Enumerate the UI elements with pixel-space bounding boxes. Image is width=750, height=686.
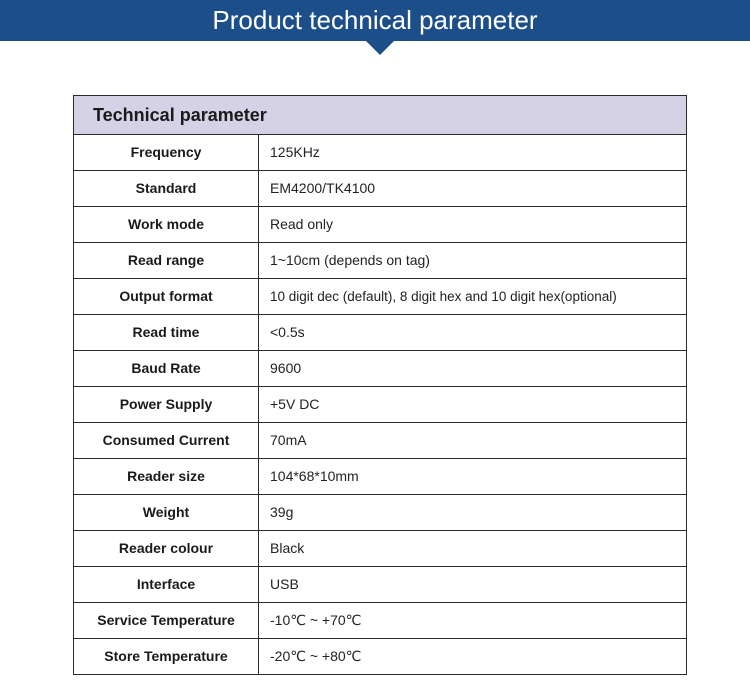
table-row (74, 279, 686, 315)
row-value: +5V DC (270, 396, 320, 412)
spec-table (73, 95, 687, 675)
row-label: Power Supply (74, 387, 259, 422)
table-row (74, 135, 686, 171)
row-value: USB (270, 576, 299, 592)
row-value: 10 digit dec (default), 8 digit hex and 10 digit hex(optional) (270, 289, 617, 304)
row-label: Reader size (74, 459, 259, 494)
table-row (74, 387, 686, 423)
row-value: EM4200/TK4100 (270, 180, 376, 196)
row-label: Frequency (74, 135, 259, 170)
row-label: Work mode (74, 207, 259, 242)
table-row (74, 531, 686, 567)
row-label: Weight (74, 495, 259, 530)
row-label: Read range (74, 243, 259, 278)
row-value: Read only (270, 216, 334, 232)
row-value: -10℃ ~ +70℃ (270, 612, 362, 628)
row-label: Reader colour (74, 531, 259, 566)
table-row (74, 639, 686, 674)
table-header: Technical parameter (74, 96, 686, 135)
table-row (74, 423, 686, 459)
table-row (74, 459, 686, 495)
table-row (74, 207, 686, 243)
table-row (74, 495, 686, 531)
table-row (74, 567, 686, 603)
row-label: Output format (74, 279, 259, 314)
table-row (74, 315, 686, 351)
page-title: Product technical parameter (212, 5, 538, 35)
row-label: Standard (74, 171, 259, 206)
row-label: Consumed Current (74, 423, 259, 458)
row-value: <0.5s (270, 324, 305, 340)
row-label: Service Temperature (74, 603, 259, 638)
row-value: 9600 (270, 360, 302, 376)
row-value: 125KHz (270, 144, 320, 160)
row-label: Baud Rate (74, 351, 259, 386)
row-value: 1~10cm (depends on tag) (270, 252, 430, 268)
table-row (74, 351, 686, 387)
row-label: Read time (74, 315, 259, 350)
row-value: 39g (270, 504, 294, 520)
table-row (74, 243, 686, 279)
row-label: Store Temperature (74, 639, 259, 674)
banner-pointer (366, 41, 394, 55)
table-row (74, 603, 686, 639)
row-value: Black (270, 540, 305, 556)
row-value: -20℃ ~ +80℃ (270, 648, 362, 664)
row-value: 70mA (270, 432, 307, 448)
row-label: Interface (74, 567, 259, 602)
row-value: 104*68*10mm (270, 468, 359, 484)
table-row (74, 171, 686, 207)
